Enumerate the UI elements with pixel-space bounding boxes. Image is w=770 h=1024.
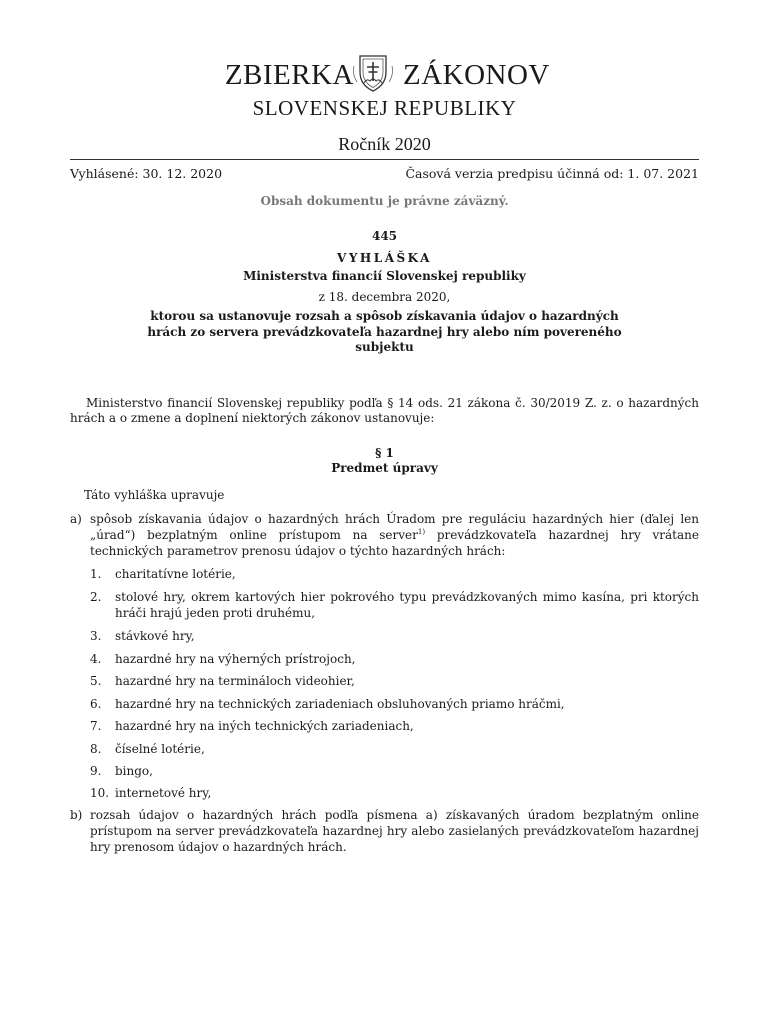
list-item-number: 7. — [90, 719, 102, 733]
announced-date: Vyhlásené: 30. 12. 2020 — [70, 166, 223, 181]
list-item-number: 8. — [90, 742, 102, 756]
list-item — [90, 696, 699, 712]
list-item-text: stávkové hry, — [115, 629, 195, 643]
list-item-text: číselné lotérie, — [115, 742, 205, 756]
list-item-text: hazardné hry na technických zariadeniach obsluhovaných priamo hráčmi, — [115, 697, 565, 711]
masthead — [70, 52, 699, 92]
list-item — [90, 651, 699, 667]
paragraph-a — [70, 511, 699, 559]
list-item-text: charitatívne lotérie, — [115, 567, 236, 581]
list-item — [90, 763, 699, 779]
list-item-number: 2. — [90, 590, 102, 604]
paragraph-text: spôsob získavania údajov o hazardných hrách Úradom pre reguláciu hazardných hier (ďalej len „úrad“) bezplatným online prístupom na server$^{1)}$ prevádzkovateľa hazardnej hry vrátane technických parametrov prenosu údajov o týchto hazardných hrách: — [90, 512, 699, 558]
binding-notice: Obsah dokumentu je právne záväzný. — [260, 194, 509, 208]
list-item-number: 5. — [90, 674, 102, 688]
document-issuer: Ministerstva financií Slovenskej republiky — [243, 269, 526, 283]
effective-version-date: Časová verzia predpisu účinná od: 1. 07. 2021 — [405, 166, 699, 181]
list-item — [90, 673, 699, 689]
paragraph-letter: a) — [70, 512, 82, 526]
list-item-number: 6. — [90, 697, 102, 711]
document-title: ktorou sa ustanovuje rozsah a spôsob získavania údajov o hazardných hrách zo servera prevádzkovateľa hazardnej hry alebo ním povereného subjektu — [147, 309, 622, 354]
list-item — [90, 589, 699, 621]
masthead-title-right: ZÁKONOV — [403, 59, 550, 91]
paragraph-text: rozsah údajov o hazardných hrách podľa písmena a) získavaných úradom bezplatným online prístupom na server prevádzkovateľa hazardnej hry alebo zasielaných prevádzkovateľom hazardnej hry prenosom údajov o hazardných hrách. — [90, 808, 699, 854]
list-item-text: hazardné hry na výherných prístrojoch, — [115, 652, 356, 666]
masthead-subtitle: SLOVENSKEJ REPUBLIKY — [252, 96, 517, 120]
document-date: z 18. decembra 2020, — [318, 290, 451, 304]
paragraph-letter: b) — [70, 808, 83, 822]
list-item — [90, 718, 699, 734]
list-item — [90, 628, 699, 644]
document-number: 445 — [371, 229, 398, 243]
section-heading: Predmet úpravy — [331, 461, 438, 475]
list-item-number: 9. — [90, 764, 102, 778]
section-intro: Táto vyhláška upravuje — [84, 488, 225, 502]
footnote-ref-link[interactable]: 1) — [417, 528, 426, 536]
list-item-number: 4. — [90, 652, 102, 666]
list-item — [90, 741, 699, 757]
list-item-text: hazardné hry na iných technických zariadeniach, — [115, 719, 414, 733]
document-page — [70, 0, 699, 1024]
header-divider — [70, 159, 699, 160]
coat-of-arms-icon — [351, 52, 395, 94]
list-item-number: 1. — [90, 567, 102, 581]
list-item-text: hazardné hry na termináloch videohier, — [115, 674, 355, 688]
section-sign: § 1 — [375, 446, 394, 460]
masthead-title-left: ZBIERKA — [224, 59, 354, 91]
paragraph-b — [70, 807, 699, 855]
list-item — [90, 785, 699, 801]
preamble: Ministerstvo financií Slovenskej republiky podľa § 14 ods. 21 zákona č. 30/2019 Z. z. o hazardných hrách a o zmene a doplnení niektorých zákonov ustanovuje: — [70, 396, 699, 425]
list-item-text: bingo, — [115, 764, 153, 778]
meta-row — [70, 166, 699, 184]
list-item-text: internetové hry, — [115, 786, 212, 800]
volume-year: Ročník 2020 — [338, 134, 431, 154]
list-item — [90, 566, 699, 582]
document-type: VYHLÁŠKA — [337, 251, 432, 265]
list-item-number: 3. — [90, 629, 102, 643]
list-item-number: 10. — [90, 786, 110, 800]
list-item-text: stolové hry, okrem kartových hier pokrového typu prevádzkovaných mimo kasína, pri ktorých hráči hrajú jeden proti druhému, — [115, 590, 699, 620]
